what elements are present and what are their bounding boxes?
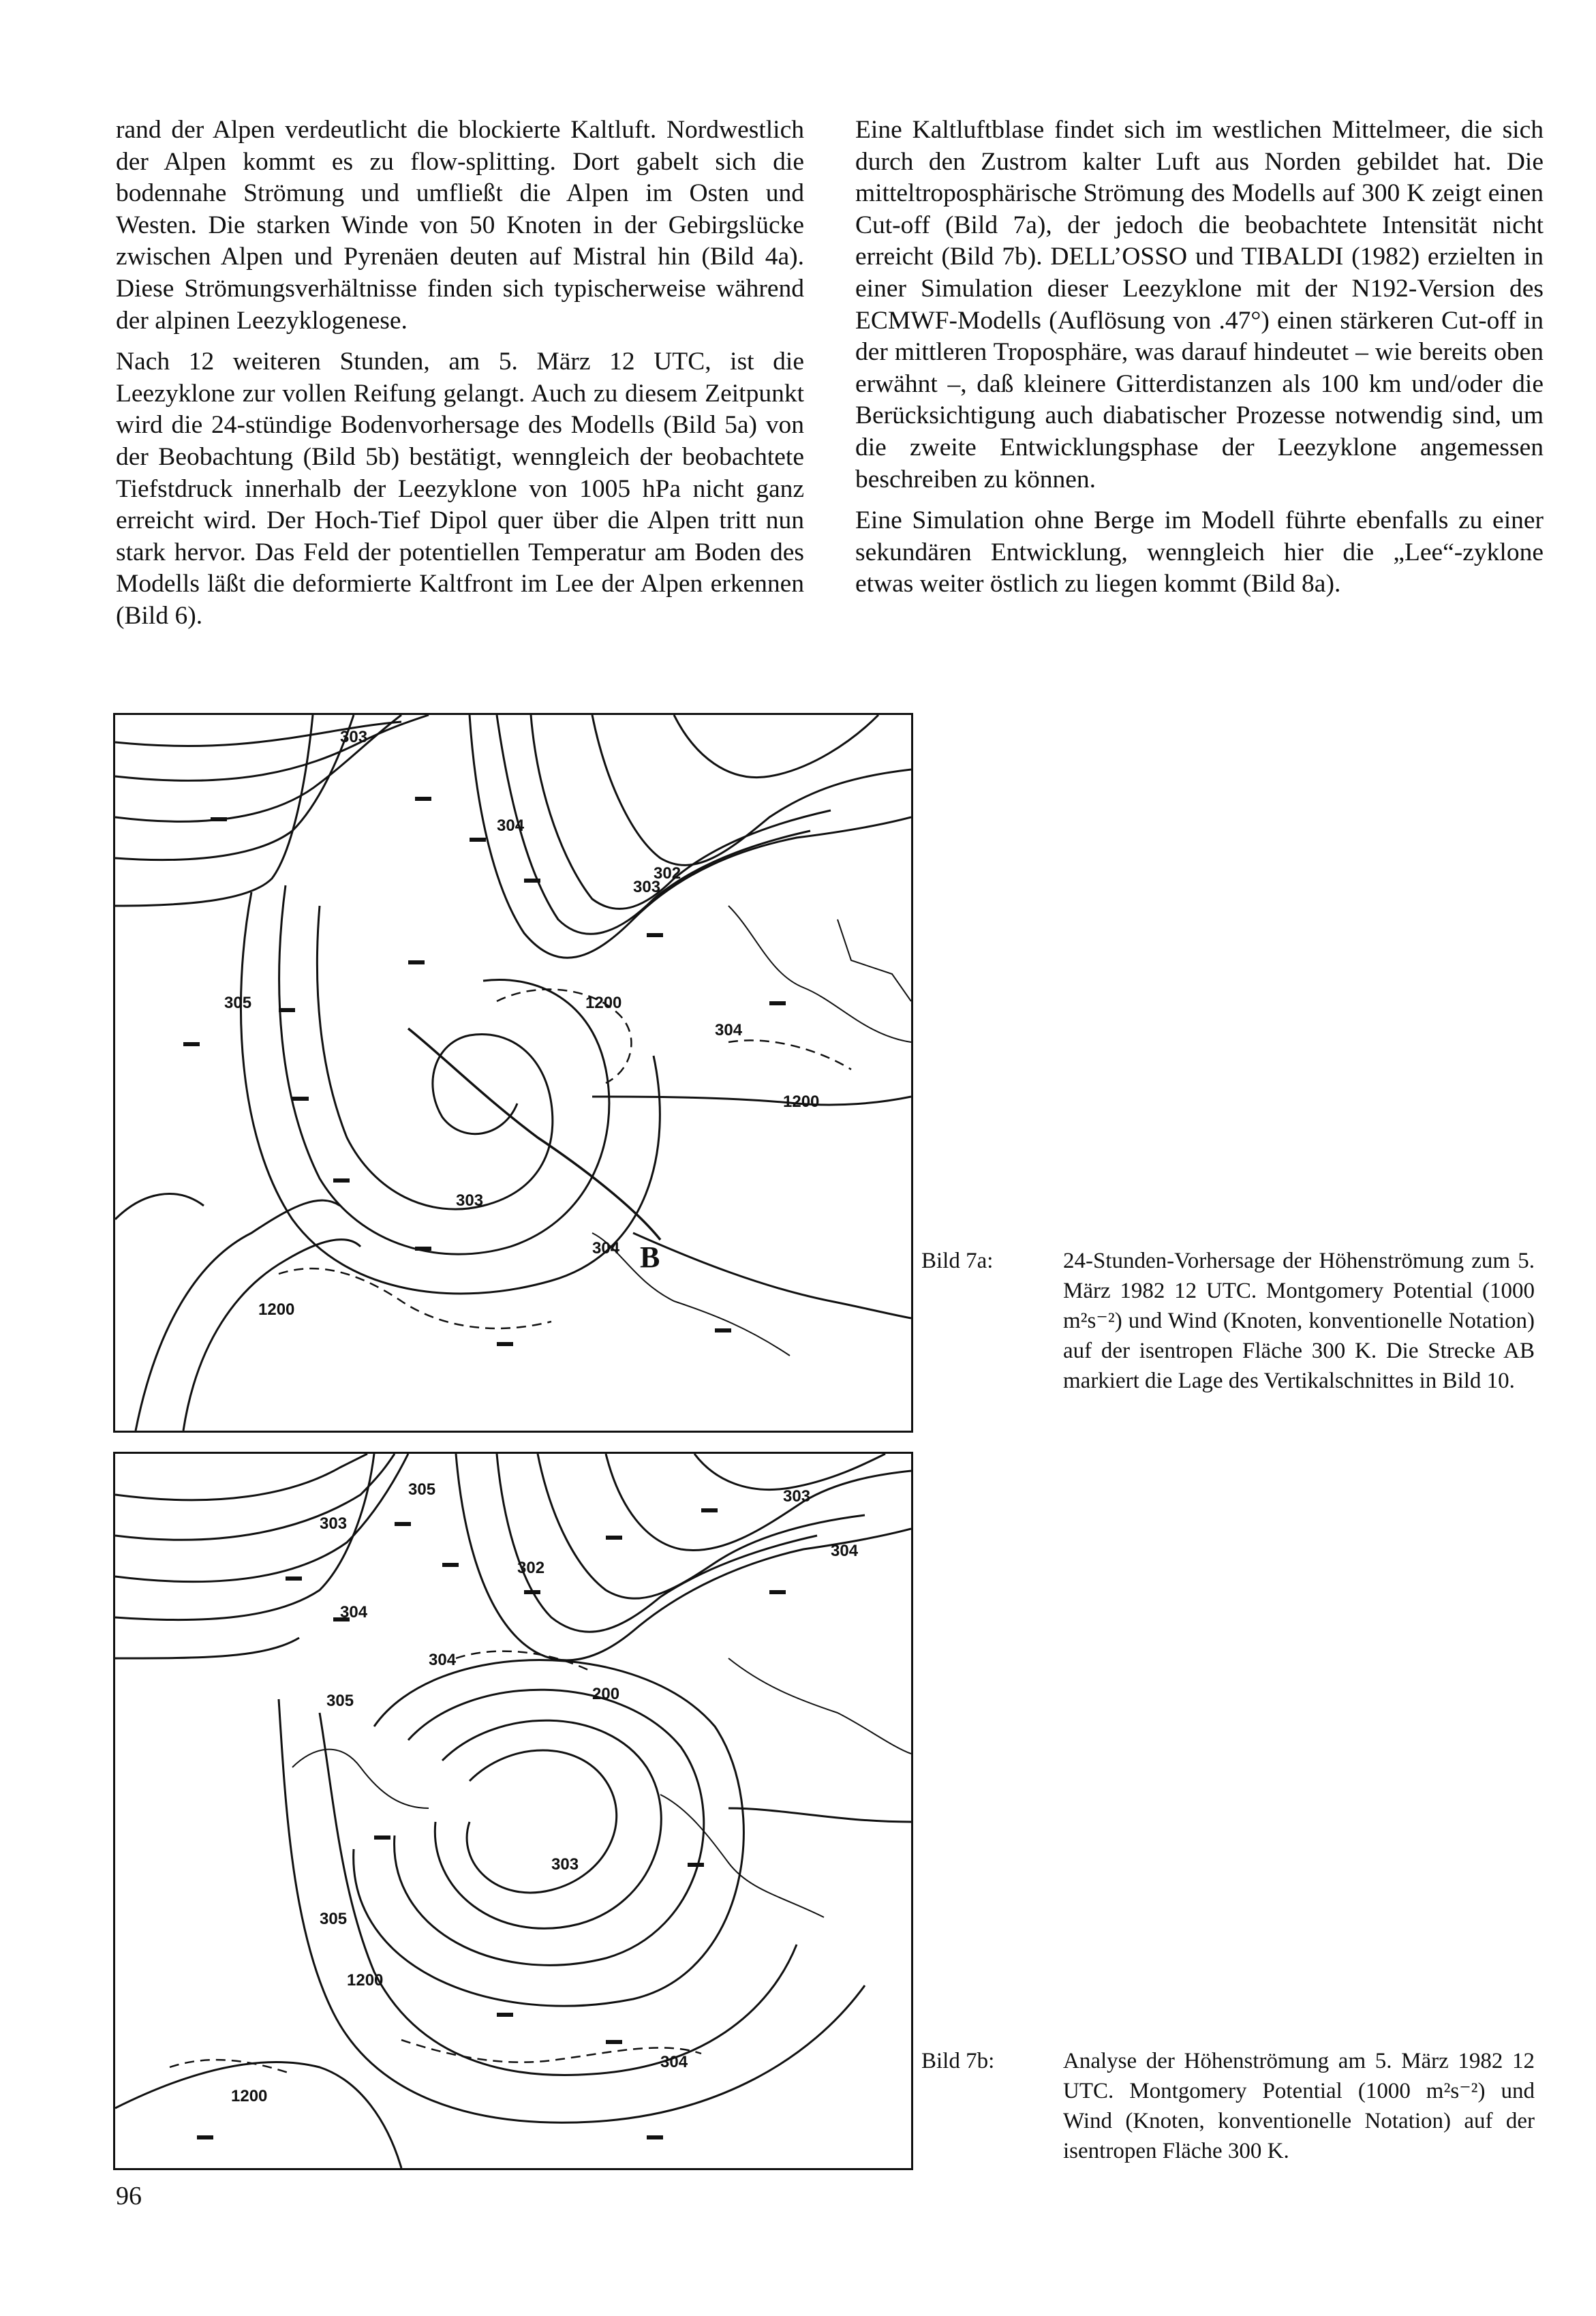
- caption-text: 24-Stunden-Vorhersage der Höhenströmung zum 5. März 1982 12 UTC. Montgomery Potential (1000 m²s⁻²) und Wind (Knoten, konventionelle Notation) auf der isentropen Fläche 300 K. Die Strecke AB markiert die Lage des Vertikalschnittes in Bild 10.: [1063, 1249, 1535, 1393]
- wind-barbs: [183, 797, 786, 1346]
- contour-label: 1200: [585, 994, 622, 1012]
- caption-7b: [921, 2046, 1535, 2166]
- contour-label: 305: [320, 1910, 348, 1928]
- contour-label: 304: [660, 2053, 688, 2071]
- contour-label: 304: [831, 1542, 859, 1560]
- contour-label: 303: [633, 878, 661, 896]
- contour-label: 1200: [258, 1300, 295, 1319]
- contour-label: 304: [592, 1239, 620, 1258]
- contour-label: 302: [654, 864, 681, 883]
- contour-label: 200: [592, 1685, 620, 1703]
- contour-label: 304: [340, 1603, 368, 1621]
- right-text-column: [855, 115, 1544, 610]
- paragraph: Eine Kaltluftblase findet sich im westlichen Mittelmeer, die sich durch den Zustrom kalter Luft aus Norden gebildet hat. Die mitteltroposphärische Strömung des Modells auf 300 K zeigt einen Cut-off (Bild 7a), der jedoch die beobachtete Intensität nicht erreicht (Bild 7b). DELL’OSSO und TIBALDI (1982) erzielten in einer Simulation dieser Leezyklone mit der N192-Version des ECMWF-Modells (Auflösung von .47°) einen stärkeren Cut-off in der mittleren Troposphäre, was darauf hindeutet – wie bereits oben erwähnt –, daß kleinere Gitterdistanzen als 100 km und/oder die Berücksichtigung auch diabatischer Prozesse notwendig sind, um die zweite Entwicklungsphase der Leezyklone angemessen beschreiben zu können.: [855, 116, 1544, 493]
- caption-label: Bild 7b:: [921, 2049, 995, 2073]
- point-label-b: B: [640, 1240, 660, 1274]
- contour-label: 305: [408, 1480, 436, 1499]
- contour-label: 304: [715, 1021, 743, 1039]
- contour-label: 1200: [231, 2087, 268, 2105]
- caption-text: Analyse der Höhenströmung am 5. März 1982 12 UTC. Montgomery Potential (1000 m²s⁻²) und Wind (Knoten, konventionelle Notation) auf der isentropen Fläche 300 K.: [1063, 2049, 1535, 2163]
- left-text-column: [116, 115, 804, 642]
- paragraph: Eine Simulation ohne Berge im Modell führte ebenfalls zu einer sekundären Entwicklung, wenngleich hier die „Lee“-zyklone etwas weiter östlich zu liegen kommt (Bild 8a).: [855, 506, 1544, 598]
- caption-7a: [921, 1246, 1535, 1396]
- figure-7b-svg: [115, 1454, 911, 2168]
- contour-label: 302: [517, 1559, 545, 1577]
- contour-label: 1200: [783, 1093, 820, 1111]
- contour-label: 303: [456, 1191, 484, 1210]
- paragraph: rand der Alpen verdeutlicht die blockierte Kaltluft. Nordwestlich der Alpen kommt es zu flow-splitting. Dort gabelt sich die bodennahe Strömung und umfließt die Alpen im Osten und Westen. Die starken Winde von 50 Knoten in der Gebirgslücke zwischen Alpen und Pyrenäen deuten auf Mistral hin (Bild 4a). Diese Strömungsverhältnisse finden sich typischerweise während der alpinen Leezyklogenese.: [116, 116, 804, 335]
- contour-label: 304: [497, 817, 525, 835]
- paragraph: Nach 12 weiteren Stunden, am 5. März 12 UTC, ist die Leezyklone zur vollen Reifung gelangt. Auch zu diesem Zeitpunkt wird die 24-stündige Bodenvorhersage des Modells (Bild 5a) von der Beobachtung (Bild 5b) bestätigt, wenngleich der beobachtete Tiefstdruck innerhalb der Leezyklone von 1005 hPa nicht ganz erreicht wird. Der Hoch-Tief Dipol quer über die Alpen tritt nun stark hervor. Das Feld der potentiellen Temperatur am Boden des Modells läßt die deformierte Kaltfront im Lee der Alpen erkennen (Bild 6).: [116, 348, 804, 630]
- contour-label: 305: [326, 1692, 354, 1710]
- caption-label: Bild 7a:: [921, 1249, 994, 1273]
- contour-label: 304: [429, 1651, 457, 1669]
- page-number: 96: [116, 2182, 142, 2210]
- contour-label: 303: [340, 728, 368, 746]
- contour-label: 303: [783, 1487, 811, 1506]
- contour-label: 303: [551, 1855, 579, 1874]
- contour-label: 303: [320, 1514, 348, 1533]
- figure-7a-svg: [115, 715, 911, 1431]
- figure-7a-map: [113, 713, 913, 1433]
- figure-7b-map: [113, 1452, 913, 2170]
- contour-label: 305: [224, 994, 252, 1012]
- contour-label: 1200: [347, 1971, 384, 1990]
